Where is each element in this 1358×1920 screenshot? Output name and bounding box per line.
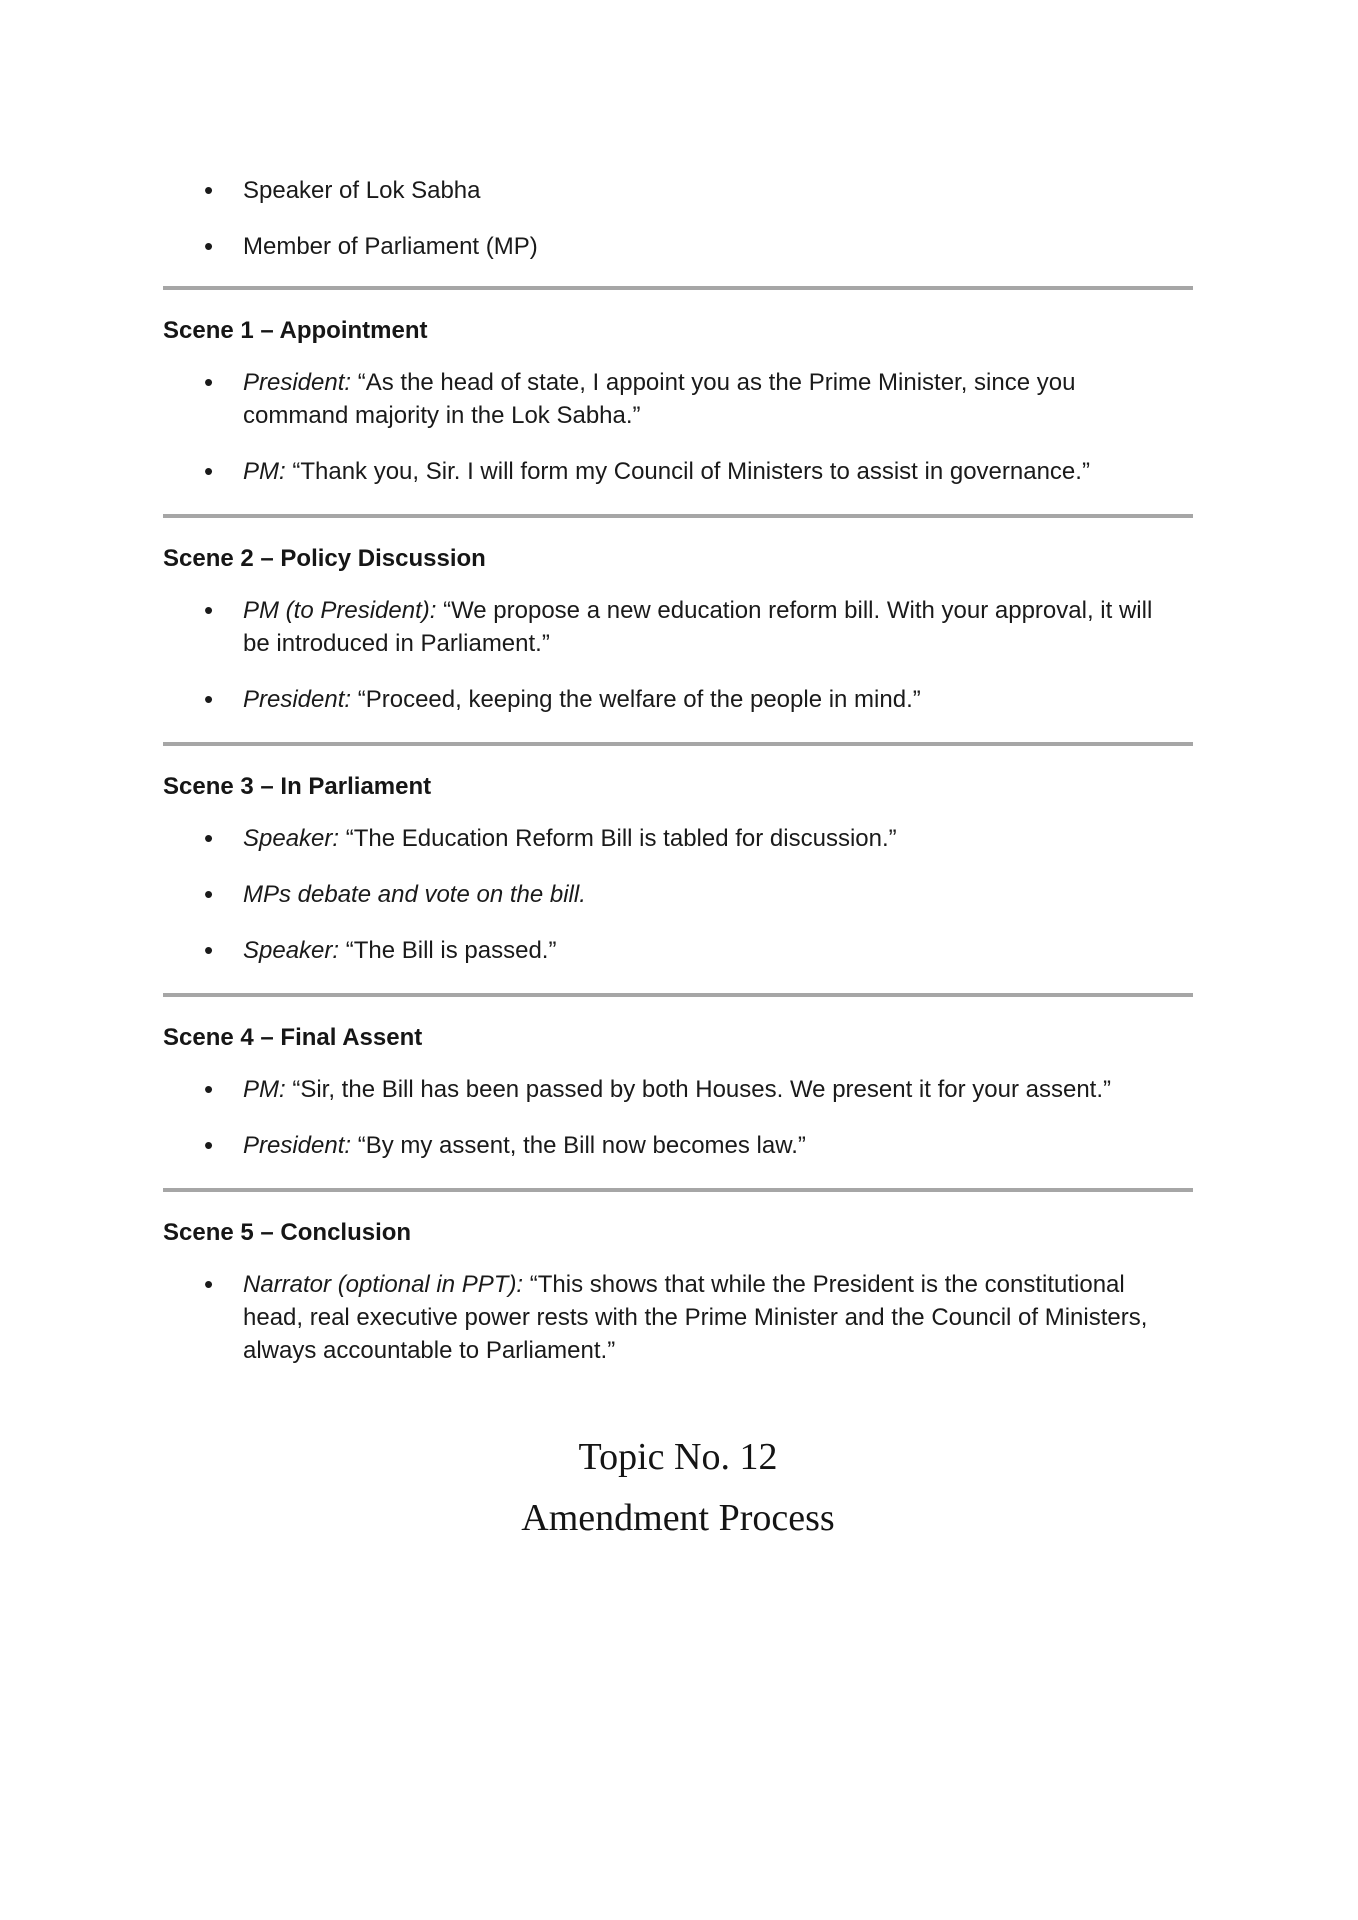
bullet-text: “Thank you, Sir. I will form my Council of Ministers to assist in governance.” [285,458,1090,485]
bullet-lead: President: [243,1132,352,1159]
scene-bullet-list [163,822,1193,967]
list-item [163,1268,1193,1367]
scene-heading: Scene 4 – Final Assent [163,1024,423,1051]
scene-bullet-list [163,594,1193,716]
section-scene-5 [163,1216,1193,1367]
bullet-text: “The Bill is passed.” [339,937,557,964]
section-scene-4 [163,1021,1193,1162]
list-item [163,934,1193,967]
bullet-text: Speaker of Lok Sabha [243,177,481,204]
bullet-text: “As the head of state, I appoint you as the Prime Minister, since you command majority in the Lok Sabha.” [243,369,1076,429]
scene-heading: Scene 5 – Conclusion [163,1219,412,1246]
bullet-text: “By my assent, the Bill now becomes law.” [351,1132,806,1159]
scene-heading: Scene 3 – In Parliament [163,773,432,800]
section-divider [163,514,1193,518]
bullet-lead: Narrator (optional in PPT): [243,1271,524,1298]
bullet-text: “We propose a new education reform bill. With your approval, it will be introduced in Parliament.” [243,597,1153,657]
topic-number-title: Topic No. 12 [578,1436,778,1478]
bullet-lead: PM: [243,1076,286,1103]
footer-titles [163,1427,1193,1549]
bullet-lead: President: [243,686,352,713]
topic-name-title: Amendment Process [521,1497,835,1539]
list-item [163,1129,1193,1162]
list-item [163,174,1193,207]
bullet-text: “This shows that while the President is the constitutional head, real executive power rests with the Prime Minister and the Council of Ministers, always accountable to Parliament.” [243,1271,1148,1364]
section-divider [163,1188,1193,1192]
bullet-lead: Speaker: [243,937,340,964]
section-divider [163,286,1193,290]
section-scene-1 [163,314,1193,488]
scene-bullet-list [163,1073,1193,1162]
list-item [163,455,1193,488]
list-item [163,594,1193,660]
scene-heading: Scene 2 – Policy Discussion [163,545,486,572]
bullet-text: “The Education Reform Bill is tabled for discussion.” [339,825,897,852]
section-scene-2 [163,542,1193,716]
bullet-lead: PM: [243,458,286,485]
list-item [163,683,1193,716]
bullet-text: “Proceed, keeping the welfare of the people in mind.” [351,686,921,713]
intro-bullet-list [163,174,1193,263]
section-divider [163,993,1193,997]
scene-bullet-list [163,366,1193,488]
bullet-text: Member of Parliament (MP) [243,233,538,260]
list-item [163,878,1193,911]
list-item [163,366,1193,432]
bullet-lead: MPs debate and vote on the bill. [243,881,586,908]
section-divider [163,742,1193,746]
bullet-lead: President: [243,369,352,396]
list-item [163,230,1193,263]
scene-bullet-list [163,1268,1193,1367]
list-item [163,1073,1193,1106]
bullet-text: “Sir, the Bill has been passed by both Houses. We present it for your assent.” [285,1076,1111,1103]
list-item [163,822,1193,855]
bullet-lead: Speaker: [243,825,340,852]
bullet-lead: PM (to President): [243,597,437,624]
scene-heading: Scene 1 – Appointment [163,317,428,344]
section-scene-3 [163,770,1193,967]
